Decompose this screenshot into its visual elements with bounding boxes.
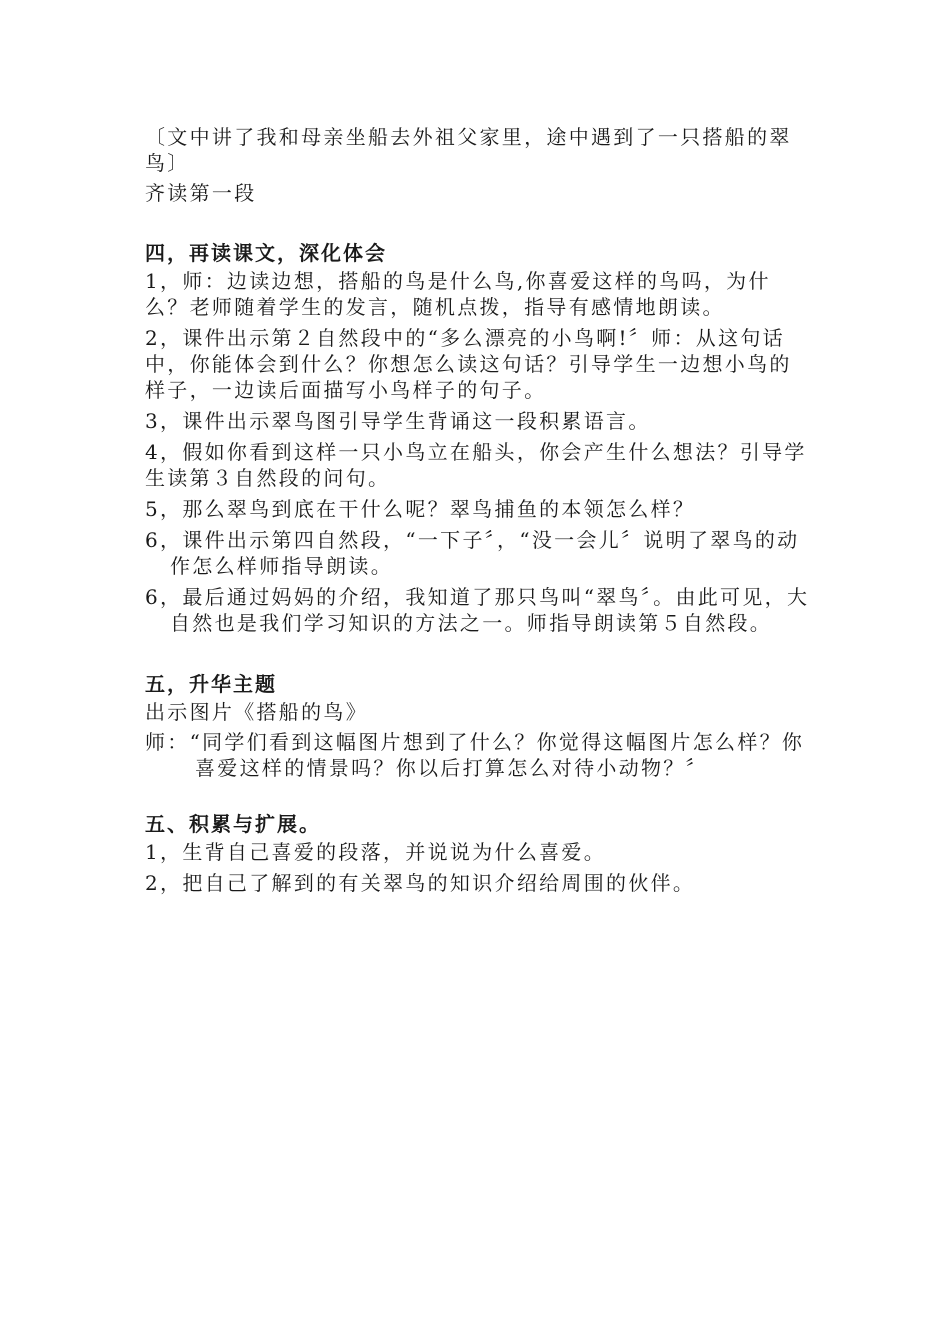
section-4-item-2: 2，课件出示第２自然段中的“多么漂亮的小鸟啊!〞师：从这句话中，你能体会到什么？你想怎么读这句话？引导学生一边想小鸟的样子，一边读后面描写小鸟样子的句子。	[145, 326, 792, 402]
section-5b-heading: 五、积累与扩展。	[145, 812, 321, 836]
section-5-heading: 五，升华主题	[145, 672, 277, 696]
section-4-item-7: 6，最后通过妈妈的介绍，我知道了那只鸟叫“翠鸟〞。由此可见，大自然也是我们学习知识的方法之一。师指导朗读第５自然段。	[145, 585, 810, 635]
section-4-item-4: 4，假如你看到这样一只小鸟立在船头，你会产生什么想法？引导学生读第３自然段的问句。	[145, 440, 807, 490]
section-5b-item-2: 2，把自己了解到的有关翠鸟的知识介绍给周围的伙伴。	[145, 871, 696, 895]
section-5-picture-line: 出示图片《搭船的鸟》	[145, 700, 368, 724]
intro-instruction: 齐读第一段	[145, 181, 257, 205]
section-5-teacher-question: 师：“同学们看到这幅图片想到了什么？你觉得这幅图片怎么样？你喜爱这样的情景吗？你以后打算怎么对待小动物？〞	[145, 730, 805, 780]
section-4-item-1: 1，师：边读边想，搭船的鸟是什么鸟,你喜爱这样的鸟吗，为什么？老师随着学生的发言，随机点拨，指导有感情地朗读。	[145, 269, 771, 319]
section-5b-item-1: 1，生背自己喜爱的段落，并说说为什么喜爱。	[145, 840, 607, 864]
section-4-heading: 四，再读课文，深化体会	[145, 241, 387, 265]
document-page	[145, 124, 810, 901]
section-4-item-6: 6，课件出示第四自然段，“一下子〞，“没一会儿〞说明了翠鸟的动作怎么样师指导朗读。	[145, 528, 800, 578]
intro-summary: 〔文中讲了我和母亲坐船去外祖父家里，途中遇到了一只搭船的翠鸟〕	[145, 125, 792, 175]
section-4-item-3: 3，课件出示翠鸟图引导学生背诵这一段积累语言。	[145, 409, 651, 433]
section-4-item-5: 5，那么翠鸟到底在干什么呢？翠鸟捕鱼的本领怎么样？	[145, 497, 696, 521]
